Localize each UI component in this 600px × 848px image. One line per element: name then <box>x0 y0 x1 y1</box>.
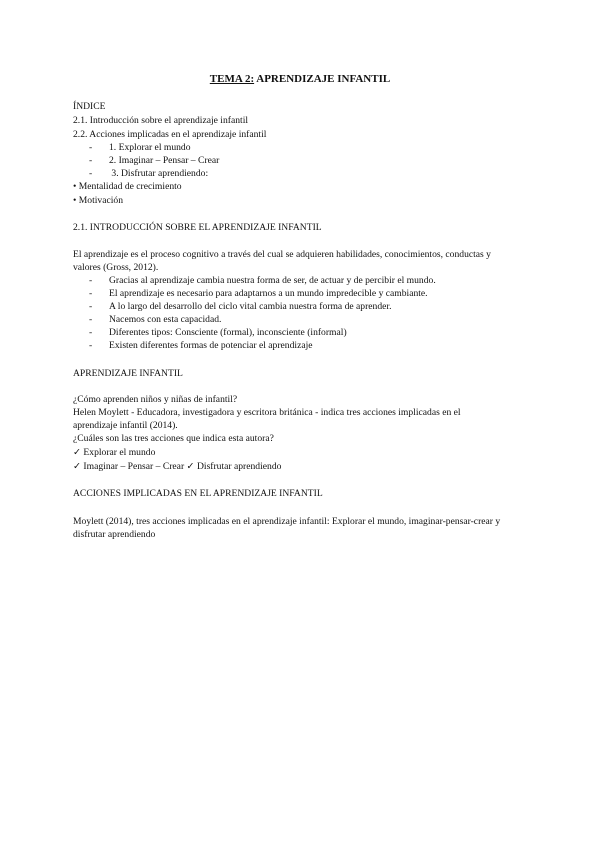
title-prefix: TEMA 2: <box>209 73 255 85</box>
list-item-text: El aprendizaje es necesario para adaptarnos a un mundo impredecible y cambiante. <box>109 288 428 299</box>
index-subitem-label: 2. Imaginar – Pensar – Crear <box>109 155 220 166</box>
index-heading: ÍNDICE <box>73 101 106 112</box>
paragraph-line: disfrutar aprendiendo <box>73 529 156 540</box>
index-subitem: - 1. Explorar el mundo <box>89 142 191 153</box>
paragraph-line: valores (Gross, 2012). <box>73 262 159 273</box>
paragraph-line: El aprendizaje es el proceso cognitivo a través del cual se adquieren habilidades, conocimientos, conductas y <box>73 249 491 260</box>
section-heading: ACCIONES IMPLICADAS EN EL APRENDIZAJE INFANTIL <box>73 488 323 499</box>
list-item-text: Existen diferentes formas de potenciar el aprendizaje <box>109 340 313 351</box>
index-bullet: • Mentalidad de crecimiento <box>73 181 182 192</box>
index-subitem-label: 1. Explorar el mundo <box>109 142 191 153</box>
list-item-text: Gracias al aprendizaje cambia nuestra forma de ser, de actuar y de percibir el mundo. <box>109 275 436 286</box>
list-item-text: A lo largo del desarrollo del ciclo vital cambia nuestra forma de aprender. <box>109 301 392 312</box>
list-item-text: Nacemos con esta capacidad. <box>109 314 222 325</box>
body-line: ¿Cuáles son las tres acciones que indica esta autora? <box>73 433 274 444</box>
list-item: - Diferentes tipos: Consciente (formal), inconsciente (informal) <box>89 327 347 338</box>
section-heading: APRENDIZAJE INFANTIL <box>73 368 183 379</box>
index-subitem: - 2. Imaginar – Pensar – Crear <box>89 155 220 166</box>
paragraph-line: Moylett (2014), tres acciones implicadas en el aprendizaje infantil: Explorar el mundo, imaginar-pensar-crear y <box>73 516 501 527</box>
index-subitem-label: 3. Disfrutar aprendiendo: <box>109 168 209 179</box>
index-item: 2.1. Introducción sobre el aprendizaje infantil <box>73 115 249 126</box>
list-item: - Nacemos con esta capacidad. <box>89 314 222 325</box>
list-item: - Existen diferentes formas de potenciar el aprendizaje <box>89 340 313 351</box>
checklist-line: ✓ Explorar el mundo <box>73 447 156 458</box>
index-item: 2.2. Acciones implicadas en el aprendizaje infantil <box>73 129 267 140</box>
body-line: Helen Moylett - Educadora, investigadora y escritora británica - indica tres acciones implicadas en el <box>73 407 461 418</box>
list-item-text: Diferentes tipos: Consciente (formal), inconsciente (informal) <box>109 327 347 338</box>
section-heading: 2.1. INTRODUCCIÓN SOBRE EL APRENDIZAJE INFANTIL <box>73 222 322 233</box>
list-item: - Gracias al aprendizaje cambia nuestra forma de ser, de actuar y de percibir el mundo. <box>89 275 436 286</box>
index-bullet: • Motivación <box>73 195 123 206</box>
body-line: aprendizaje infantil (2014). <box>73 420 178 431</box>
list-item: - A lo largo del desarrollo del ciclo vital cambia nuestra forma de aprender. <box>89 301 392 312</box>
checklist-line: ✓ Imaginar – Pensar – Crear ✓ Disfrutar aprendiendo <box>73 461 282 472</box>
body-line: ¿Cómo aprenden niños y niñas de infantil? <box>73 394 238 405</box>
index-subitem: - 3. Disfrutar aprendiendo: <box>89 168 209 179</box>
list-item: - El aprendizaje es necesario para adaptarnos a un mundo impredecible y cambiante. <box>89 288 428 299</box>
title-rest: APRENDIZAJE INFANTIL <box>254 73 391 85</box>
document-title <box>0 73 600 85</box>
